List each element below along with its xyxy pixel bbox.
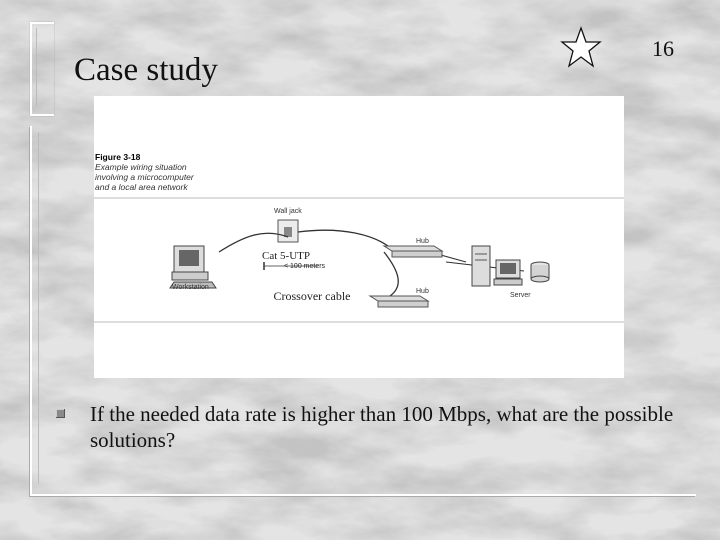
network-diagram [94, 96, 624, 378]
workstation-device [170, 246, 216, 288]
network-diagram-figure [94, 96, 624, 378]
figure-caption-label: Figure 3-18 [95, 152, 141, 162]
server-device [472, 246, 549, 286]
page-number: 16 [652, 36, 674, 61]
decorative-frame-top-inner [36, 28, 51, 106]
wall-jack-label: Wall jack [274, 208, 302, 215]
slide-title: Case study [74, 52, 218, 88]
hub-top-label: Hub [416, 238, 429, 245]
square-bullet-icon [56, 409, 65, 418]
wall-jack-device [278, 220, 298, 242]
bullet-text: If the needed data rate is higher than 100 Mbps, what are the possible solutions? [90, 402, 674, 452]
decorative-frame-body-inner [38, 132, 45, 484]
star-icon [560, 26, 602, 68]
hub-bottom-device [370, 296, 428, 307]
server-label: Server [510, 292, 531, 299]
cat5-utp-label: Cat 5-UTP [262, 250, 310, 262]
figure-caption-text: Example wiring situation involving a microcomputer and a local area network [95, 162, 194, 192]
distance-label: < 100 meters [284, 263, 326, 270]
workstation-label: Workstation [172, 284, 209, 291]
figure-caption [95, 152, 195, 192]
hub-top-device [384, 246, 442, 257]
crossover-cable-label: Crossover cable [262, 288, 362, 308]
hub-bottom-label: Hub [416, 288, 429, 295]
